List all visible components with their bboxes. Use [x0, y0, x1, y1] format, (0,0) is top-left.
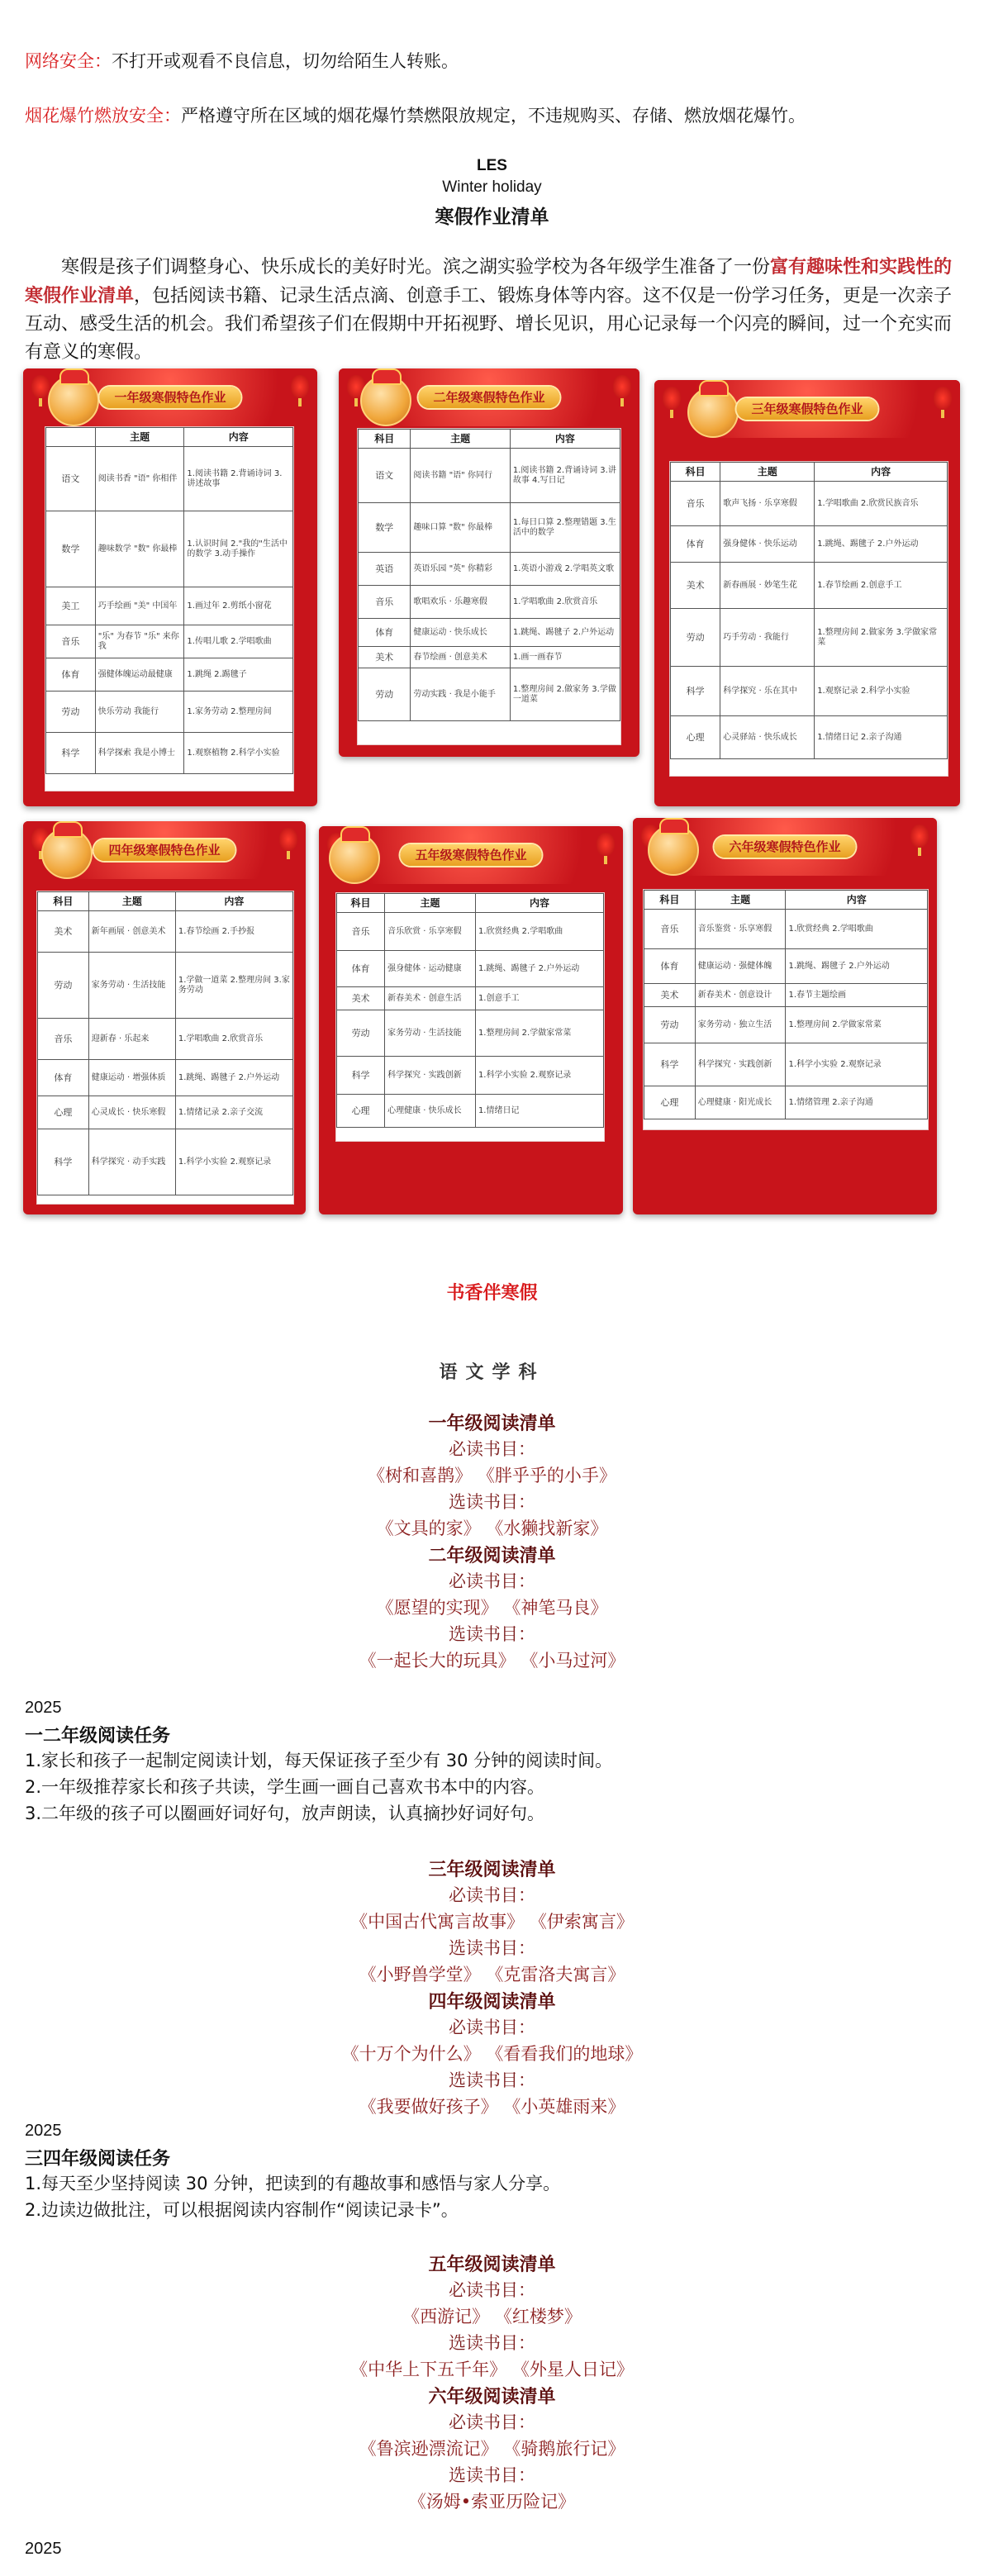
grade4-required-books: 《十万个为什么》 《看看我们的地球》 — [341, 2044, 643, 2064]
table-cell: 1.欣赏经典 2.学唱歌曲 — [786, 910, 928, 949]
table-cell: 1.学做一道菜 2.整理房间 3.家务劳动 — [175, 953, 292, 1019]
table-cell: 巧手绘画 "美" 中国年 — [95, 587, 184, 625]
poster-table — [37, 891, 293, 1195]
table-header: 内容 — [175, 892, 292, 911]
grade6-title: 六年级阅读清单 — [428, 2386, 556, 2407]
net-safety-text: 不打开或观看不良信息，切勿给陌生人转账。 — [112, 51, 459, 71]
table-cell: 语文 — [359, 449, 411, 503]
table-cell: 1.学唱歌曲 2.欣赏民族音乐 — [815, 482, 948, 526]
subject-title: 语文学科 — [439, 1362, 545, 1383]
dragon-mascot-icon — [687, 387, 739, 438]
table-cell: 音乐 — [644, 910, 696, 949]
table-cell: 1.情绪日记 2.亲子沟通 — [815, 716, 948, 759]
table-cell: 1.观察植物 2.科学小实验 — [184, 733, 293, 774]
table-cell: 美工 — [46, 587, 96, 625]
table-cell: 劳动 — [671, 609, 720, 667]
table-cell: 劳动 — [38, 953, 89, 1019]
table-cell: 1.观察记录 2.科学小实验 — [815, 667, 948, 716]
poster-table — [644, 890, 928, 1119]
table-cell: 心理 — [671, 716, 720, 759]
poster-table — [45, 427, 293, 774]
fireworks-safety-text: 严格遵守所在区域的烟花爆竹禁燃限放规定，不违规购买、存储、燃放烟花爆竹。 — [181, 106, 806, 126]
table-header: 科目 — [337, 894, 385, 913]
table-cell: 心灵成长 · 快乐寒假 — [88, 1096, 175, 1129]
table-cell: 强身健体 · 运动健康 — [385, 951, 476, 987]
table-cell: 强健体魄运动最健康 — [95, 658, 184, 692]
table-cell: 1.跳绳、踢毽子 2.户外运动 — [510, 619, 620, 647]
table-cell: 体育 — [46, 658, 96, 692]
table-cell: 1.整理房间 2.学做家常菜 — [475, 1010, 603, 1057]
table-cell: 1.春节绘画 2.创意手工 — [815, 563, 948, 609]
table-cell: 1.阅读书籍 2.背诵诗词 3.讲述故事 — [184, 447, 293, 511]
grade4-required-label: 必读书目： — [449, 2018, 535, 2037]
table-cell: 1.情绪记录 2.亲子交流 — [175, 1096, 292, 1129]
table-cell: 心理 — [38, 1096, 89, 1129]
table-cell: 歌唱欢乐 · 乐趣寒假 — [411, 586, 510, 619]
dragon-mascot-icon — [48, 375, 99, 426]
grade2-required-books: 《愿望的实现》 《神笔马良》 — [376, 1598, 608, 1618]
table-cell: 音乐鉴赏 · 乐享寒假 — [695, 910, 786, 949]
table-cell: 音乐欣赏 · 乐享寒假 — [385, 913, 476, 951]
poster-table — [336, 893, 604, 1128]
grade3-required-label: 必读书目： — [449, 1885, 535, 1905]
table-header: 内容 — [815, 463, 948, 482]
grade5-optional-label: 选读书目： — [449, 2333, 535, 2353]
table-cell: 1.认识时间 2."我的"生活中的数学 3.动手操作 — [184, 511, 293, 587]
intro-text-1: 寒假是孩子们调整身心、快乐成长的美好时光。滨之湖实验学校为各年级学生准备了一份 — [61, 257, 771, 278]
table-cell: 科学探究 · 实践创新 — [385, 1057, 476, 1095]
grade6-optional-label: 选读书目： — [449, 2465, 535, 2485]
grade5-required-books: 《西游记》 《红楼梦》 — [402, 2307, 582, 2326]
table-cell: 强身健体 · 快乐运动 — [720, 526, 815, 563]
table-cell: 1.英语小游戏 2.学唱英文歌 — [510, 553, 620, 586]
table-cell: 数学 — [46, 511, 96, 587]
table-header: 主题 — [695, 891, 786, 910]
table-header: 内容 — [510, 430, 620, 449]
task34-title: 三四年级阅读任务 — [25, 2149, 171, 2170]
table-cell: 心理 — [644, 1086, 696, 1119]
table-cell: 1.跳绳、踢毽子 2.户外运动 — [815, 526, 948, 563]
table-cell: 趣味口算 "数" 你最棒 — [411, 503, 510, 553]
task12-item-1: 1.家长和孩子一起制定阅读计划，每天保证孩子至少有 30 分钟的阅读时间。 — [25, 1751, 613, 1770]
grade2-title: 二年级阅读清单 — [428, 1545, 556, 1566]
table-cell: 健康运动 · 强健体魄 — [695, 949, 786, 984]
table-header: 科目 — [38, 892, 89, 911]
table-cell: 1.情绪日记 — [475, 1095, 603, 1128]
table-cell: 1.画一画春节 — [510, 647, 620, 668]
poster-title: 三年级寒假特色作业 — [736, 398, 877, 420]
intro-paragraph — [25, 253, 963, 367]
grade1-required-books: 《树和喜鹊》 《胖乎乎的小手》 — [368, 1466, 616, 1485]
table-cell: 数学 — [359, 503, 411, 553]
table-cell: 家务劳动 · 生活技能 — [88, 953, 175, 1019]
table-cell: 新春画展 · 妙笔生花 — [720, 563, 815, 609]
poster-grade-4 — [23, 821, 306, 1214]
grade1-title: 一年级阅读清单 — [428, 1413, 556, 1434]
grade4-title: 四年级阅读清单 — [428, 1991, 556, 2013]
header-title: 寒假作业清单 — [435, 207, 549, 228]
net-safety-label: 网络安全： — [25, 51, 112, 71]
table-cell: 体育 — [38, 1060, 89, 1096]
table-header: 主题 — [88, 892, 175, 911]
table-cell: 美术 — [644, 984, 696, 1007]
table-cell: 科学探究 · 实践创新 — [695, 1043, 786, 1086]
table-cell: 劳动实践 · 我是小能手 — [411, 668, 510, 721]
task34-year: 2025 — [25, 2122, 62, 2140]
header-les: LES — [477, 157, 507, 174]
table-cell: 新春美术 · 创意生活 — [385, 987, 476, 1010]
table-cell: 趣味数学 "数" 你最棒 — [95, 511, 184, 587]
grade3-required-books: 《中国古代寓言故事》 《伊索寓言》 — [350, 1912, 634, 1932]
dragon-mascot-icon — [360, 375, 411, 426]
table-cell: 巧手劳动 · 我能行 — [720, 609, 815, 667]
poster-grade-1 — [23, 368, 317, 806]
table-cell: 1.跳绳、踢毽子 2.户外运动 — [175, 1060, 292, 1096]
table-cell: 劳动 — [359, 668, 411, 721]
table-cell: 春节绘画 · 创意美术 — [411, 647, 510, 668]
table-cell: 心理健康 · 阳光成长 — [695, 1086, 786, 1119]
grade1-optional-books: 《文具的家》 《水獭找新家》 — [376, 1519, 608, 1538]
table-header: 主题 — [385, 894, 476, 913]
table-cell: 1.家务劳动 2.整理房间 — [184, 692, 293, 733]
grade3-optional-books: 《小野兽学堂》 《克雷洛夫寓言》 — [359, 1965, 625, 1984]
table-cell: 科学 — [46, 733, 96, 774]
table-header: 主题 — [720, 463, 815, 482]
table-cell: 1.科学小实验 2.观察记录 — [175, 1129, 292, 1195]
table-cell: 迎新春 · 乐起来 — [88, 1019, 175, 1060]
grade2-optional-books: 《一起长大的玩具》 《小马过河》 — [359, 1651, 625, 1671]
intro-highlight: 富有趣味性和实践性的寒假作业清单 — [25, 256, 953, 307]
table-cell: 劳动 — [644, 1007, 696, 1043]
poster-title: 四年级寒假特色作业 — [93, 839, 235, 861]
table-cell: 1.整理房间 2.学做家常菜 — [786, 1007, 928, 1043]
poster-grade-2 — [339, 368, 639, 757]
grade1-required-label: 必读书目： — [449, 1439, 535, 1459]
grade3-title: 三年级阅读清单 — [428, 1859, 556, 1880]
table-cell: 1.学唱歌曲 2.欣赏音乐 — [510, 586, 620, 619]
grade2-required-label: 必读书目： — [449, 1571, 535, 1591]
table-cell: 体育 — [359, 619, 411, 647]
task12-title: 一二年级阅读任务 — [25, 1726, 171, 1747]
poster-title: 五年级寒假特色作业 — [400, 844, 541, 866]
table-cell: 健康运动 · 快乐成长 — [411, 619, 510, 647]
table-cell: 1.跳绳、踢毽子 2.户外运动 — [475, 951, 603, 987]
table-cell: 科学探索 我是小博士 — [95, 733, 184, 774]
end-year: 2025 — [25, 2540, 62, 2558]
table-cell: 1.春节主题绘画 — [786, 984, 928, 1007]
table-cell: 健康运动 · 增强体质 — [88, 1060, 175, 1096]
grade4-optional-label: 选读书目： — [449, 2070, 535, 2090]
table-cell: 1.传唱儿歌 2.学唱歌曲 — [184, 625, 293, 658]
grade5-title: 五年级阅读清单 — [428, 2254, 556, 2275]
grade5-required-label: 必读书目： — [449, 2280, 535, 2300]
table-cell: 1.欣赏经典 2.学唱歌曲 — [475, 913, 603, 951]
table-cell: 科学探究 · 动手实践 — [88, 1129, 175, 1195]
grade6-required-books: 《鲁滨逊漂流记》 《骑鹅旅行记》 — [359, 2439, 625, 2459]
fireworks-safety-label: 烟花爆竹燃放安全： — [25, 106, 181, 126]
table-cell: 新春美术 · 创意设计 — [695, 984, 786, 1007]
table-cell: 英语 — [359, 553, 411, 586]
table-cell: 英语乐园 "英" 你精彩 — [411, 553, 510, 586]
poster-grade-6 — [633, 818, 937, 1214]
table-cell: 1.科学小实验 2.观察记录 — [786, 1043, 928, 1086]
table-header: 科目 — [644, 891, 696, 910]
grade6-required-label: 必读书目： — [449, 2412, 535, 2432]
table-cell: 科学 — [337, 1057, 385, 1095]
poster-title: 一年级寒假特色作业 — [99, 387, 240, 408]
grade5-optional-books: 《中华上下五千年》 《外星人日记》 — [350, 2360, 634, 2379]
grade6-optional-books: 《汤姆•索亚历险记》 — [408, 2492, 576, 2512]
poster-table — [670, 462, 948, 759]
table-cell: 音乐 — [38, 1019, 89, 1060]
task34-item-2: 2.边读边做批注，可以根据阅读内容制作“阅读记录卡”。 — [25, 2200, 459, 2220]
poster-table — [358, 429, 620, 721]
table-header: 科目 — [671, 463, 720, 482]
poster-title: 六年级寒假特色作业 — [714, 836, 855, 858]
table-cell: 1.整理房间 2.做家务 3.学做家常菜 — [815, 609, 948, 667]
table-cell: 科学 — [38, 1129, 89, 1195]
task12-year: 2025 — [25, 1699, 62, 1717]
table-cell: 1.创意手工 — [475, 987, 603, 1010]
grade3-optional-label: 选读书目： — [449, 1938, 535, 1958]
table-cell: 1.情绪管理 2.亲子沟通 — [786, 1086, 928, 1119]
table-cell: 体育 — [644, 949, 696, 984]
poster-grade-3 — [654, 380, 960, 806]
table-cell: 阅读书籍 "语" 你同行 — [411, 449, 510, 503]
task34-item-1: 1.每天至少坚持阅读 30 分钟，把读到的有趣故事和感悟与家人分享。 — [25, 2174, 561, 2193]
table-cell: 科学 — [671, 667, 720, 716]
table-cell: "乐" 为春节 "乐" 来你我 — [95, 625, 184, 658]
table-cell: 1.整理房间 2.做家务 3.学做一道菜 — [510, 668, 620, 721]
dragon-mascot-icon — [329, 833, 380, 884]
table-cell: 美术 — [671, 563, 720, 609]
table-header: 内容 — [786, 891, 928, 910]
table-cell: 心灵驿站 · 快乐成长 — [720, 716, 815, 759]
table-header: 科目 — [359, 430, 411, 449]
reading-section-title: 书香伴寒假 — [446, 1283, 538, 1304]
poster-grade-5 — [319, 826, 623, 1214]
table-cell: 阅读书香 "语" 你相伴 — [95, 447, 184, 511]
table-cell: 劳动 — [337, 1010, 385, 1057]
grade1-optional-label: 选读书目： — [449, 1492, 535, 1512]
table-cell: 音乐 — [359, 586, 411, 619]
table-cell: 1.阅读书籍 2.背诵诗词 3.讲故事 4.写日记 — [510, 449, 620, 503]
table-cell: 心理 — [337, 1095, 385, 1128]
net-safety-line — [25, 48, 459, 74]
table-cell: 快乐劳动 我能行 — [95, 692, 184, 733]
grade2-optional-label: 选读书目： — [449, 1624, 535, 1644]
table-cell: 科学 — [644, 1043, 696, 1086]
grade4-optional-books: 《我要做好孩子》 《小英雄雨来》 — [359, 2097, 625, 2117]
table-cell: 家务劳动 · 生活技能 — [385, 1010, 476, 1057]
table-cell: 心理健康 · 快乐成长 — [385, 1095, 476, 1128]
table-cell: 美术 — [38, 911, 89, 953]
dragon-mascot-icon — [41, 828, 93, 879]
table-cell: 新年画展 · 创意美术 — [88, 911, 175, 953]
table-header: 内容 — [184, 428, 293, 447]
task12-item-2: 2.一年级推荐家长和孩子共读，学生画一画自己喜欢书本中的内容。 — [25, 1777, 545, 1797]
table-cell: 美术 — [337, 987, 385, 1010]
table-cell: 1.跳绳 2.踢毽子 — [184, 658, 293, 692]
table-cell: 音乐 — [337, 913, 385, 951]
table-cell: 语文 — [46, 447, 96, 511]
table-cell: 1.学唱歌曲 2.欣赏音乐 — [175, 1019, 292, 1060]
table-cell: 家务劳动 · 独立生活 — [695, 1007, 786, 1043]
task12-item-3: 3.二年级的孩子可以圈画好词好句，放声朗读，认真摘抄好词好句。 — [25, 1804, 545, 1823]
table-cell: 音乐 — [46, 625, 96, 658]
table-cell: 歌声飞扬 · 乐享寒假 — [720, 482, 815, 526]
table-header: 主题 — [95, 428, 184, 447]
table-header: 内容 — [475, 894, 603, 913]
table-cell: 1.跳绳、踢毽子 2.户外运动 — [786, 949, 928, 984]
poster-title: 二年级寒假特色作业 — [418, 387, 559, 408]
header-english: Winter holiday — [442, 178, 542, 196]
table-cell: 音乐 — [671, 482, 720, 526]
table-cell: 体育 — [337, 951, 385, 987]
fireworks-safety-line — [25, 102, 806, 129]
table-cell: 1.科学小实验 2.观察记录 — [475, 1057, 603, 1095]
table-cell: 1.春节绘画 2.手抄报 — [175, 911, 292, 953]
table-cell: 科学探究 · 乐在其中 — [720, 667, 815, 716]
table-cell: 1.画过年 2.剪纸小窗花 — [184, 587, 293, 625]
intro-text-2: ，包括阅读书籍、记录生活点滴、创意手工、锻炼身体等内容。这不仅是一份学习任务，更是一次亲子互动、感受生活的机会。我们希望孩子们在假期中开拓视野、增长见识，用心记录每一个闪亮的瞬间，过一个充实而有意义的寒假。 — [25, 286, 953, 363]
table-cell: 体育 — [671, 526, 720, 563]
dragon-mascot-icon — [648, 825, 699, 876]
table-cell: 1.每日口算 2.整理错题 3.生活中的数学 — [510, 503, 620, 553]
table-cell: 劳动 — [46, 692, 96, 733]
table-cell: 美术 — [359, 647, 411, 668]
table-header: 主题 — [411, 430, 510, 449]
